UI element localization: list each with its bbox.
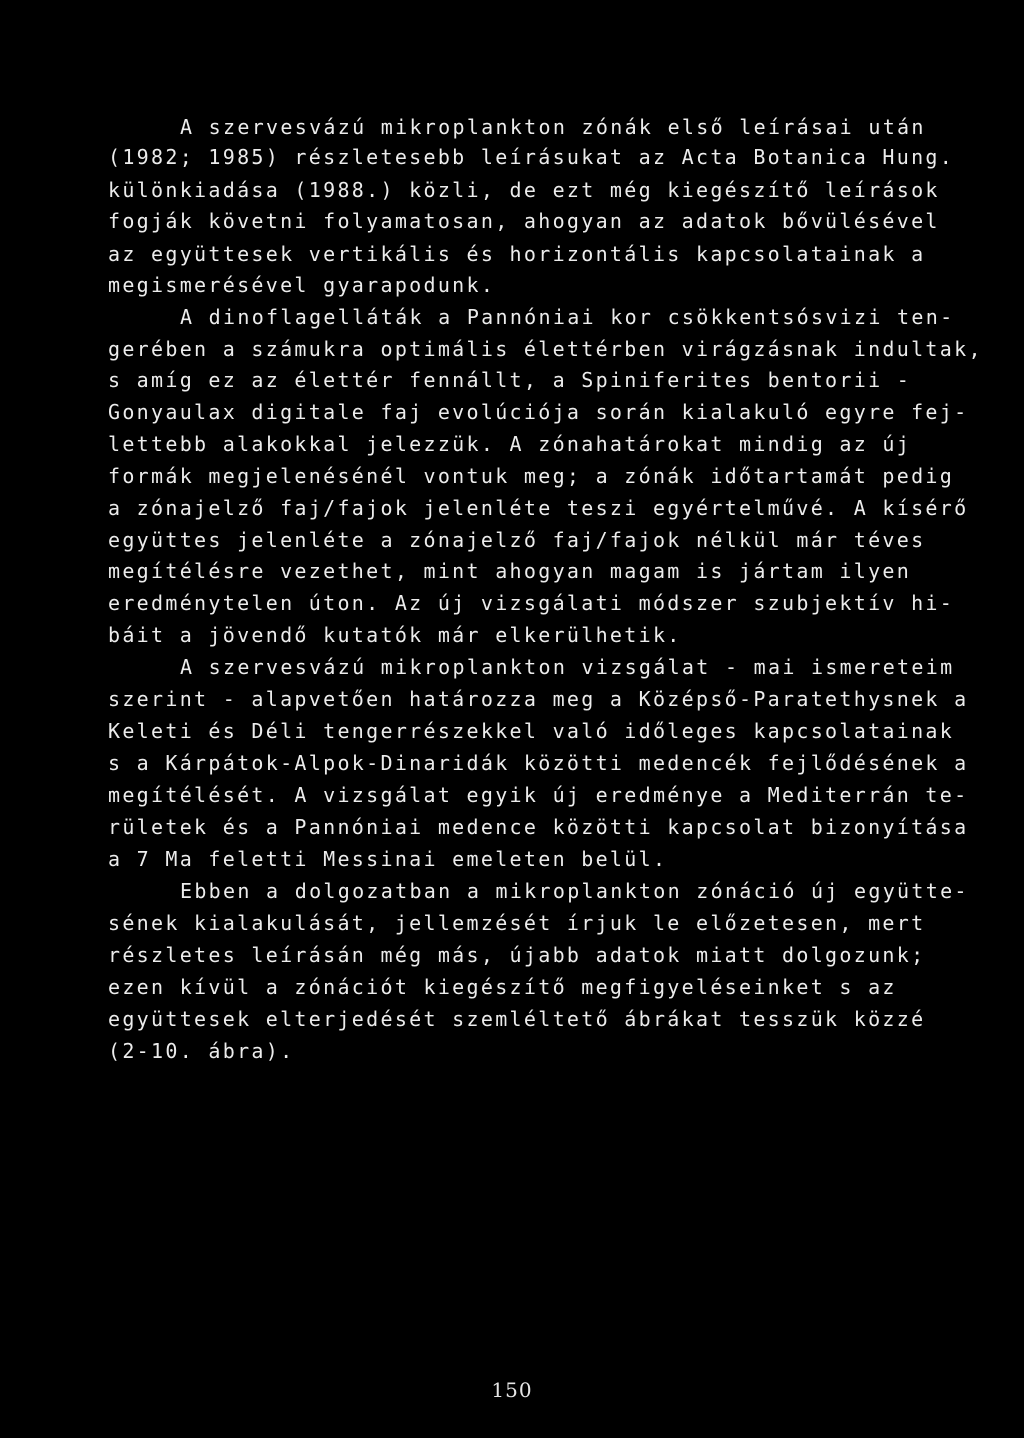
text-line: formák megjelenésénél vontuk meg; a zónák időtartamát pedig	[108, 464, 955, 488]
text-line: rületek és a Pannóniai medence közötti kapcsolat bizonyítása	[108, 815, 969, 839]
text-line: sének kialakulását, jellemzését írjuk le előzetesen, mert	[108, 911, 926, 935]
text-line: (1982; 1985) részletesebb leírásukat az Acta Botanica Hung.	[108, 145, 955, 169]
text-line: báit a jövendő kutatók már elkerülhetik.	[108, 623, 682, 647]
text-line: Gonyaulax digitale faj evolúciója során kialakuló egyre fej-	[108, 400, 969, 424]
text-line: együttes jelenléte a zónajelző faj/fajok nélkül már téves	[108, 528, 926, 552]
text-line: megítélését. A vizsgálat egyik új eredménye a Mediterrán te-	[108, 783, 969, 807]
text-line: lettebb alakokkal jelezzük. A zónahatárokat mindig az új	[108, 432, 912, 456]
text-line: Ebben a dolgozatban a mikroplankton zónáció új együtte-	[180, 879, 969, 903]
text-line: szerint - alapvetően határozza meg a Középső-Paratethysnek a	[108, 687, 969, 711]
text-line: (2-10. ábra).	[108, 1039, 295, 1063]
text-line: gerében a számukra optimális élettérben virágzásnak indultak,	[108, 337, 983, 361]
text-line: megismerésével gyarapodunk.	[108, 273, 496, 297]
text-line: eredménytelen úton. Az új vizsgálati módszer szubjektív hi-	[108, 591, 955, 615]
text-line: Keleti és Déli tengerrészekkel való időleges kapcsolatainak	[108, 719, 955, 743]
text-line: s a Kárpátok-Alpok-Dinaridák közötti medencék fejlődésének a	[108, 751, 969, 775]
text-line: A szervesvázú mikroplankton vizsgálat - mai ismereteim	[180, 655, 955, 679]
page-number: 150	[491, 1378, 533, 1402]
text-line: fogják követni folyamatosan, ahogyan az adatok bővülésével	[108, 209, 940, 233]
text-line: megítélésre vezethet, mint ahogyan magam is jártam ilyen	[108, 559, 912, 583]
text-line: az együttesek vertikális és horizontális kapcsolatainak a	[108, 242, 926, 266]
text-line: s amíg ez az élettér fennállt, a Spiniferites bentorii -	[108, 368, 912, 392]
text-line: ezen kívül a zónációt kiegészítő megfigyeléseinket s az	[108, 975, 897, 999]
text-line: a 7 Ma feletti Messinai emeleten belül.	[108, 847, 668, 871]
text-line: különkiadása (1988.) közli, de ezt még kiegészítő leírások	[108, 178, 940, 202]
text-line: A szervesvázú mikroplankton zónák első leírásai után	[180, 115, 926, 139]
text-line: együttesek elterjedését szemléltető ábrákat tesszük közzé	[108, 1007, 926, 1031]
text-line: részletes leírásán még más, újabb adatok miatt dolgozunk;	[108, 943, 926, 967]
text-line: a zónajelző faj/fajok jelenléte teszi egyértelművé. A kísérő	[108, 496, 969, 520]
text-line: A dinoflagelláták a Pannóniai kor csökkentsósvizi ten-	[180, 305, 955, 329]
